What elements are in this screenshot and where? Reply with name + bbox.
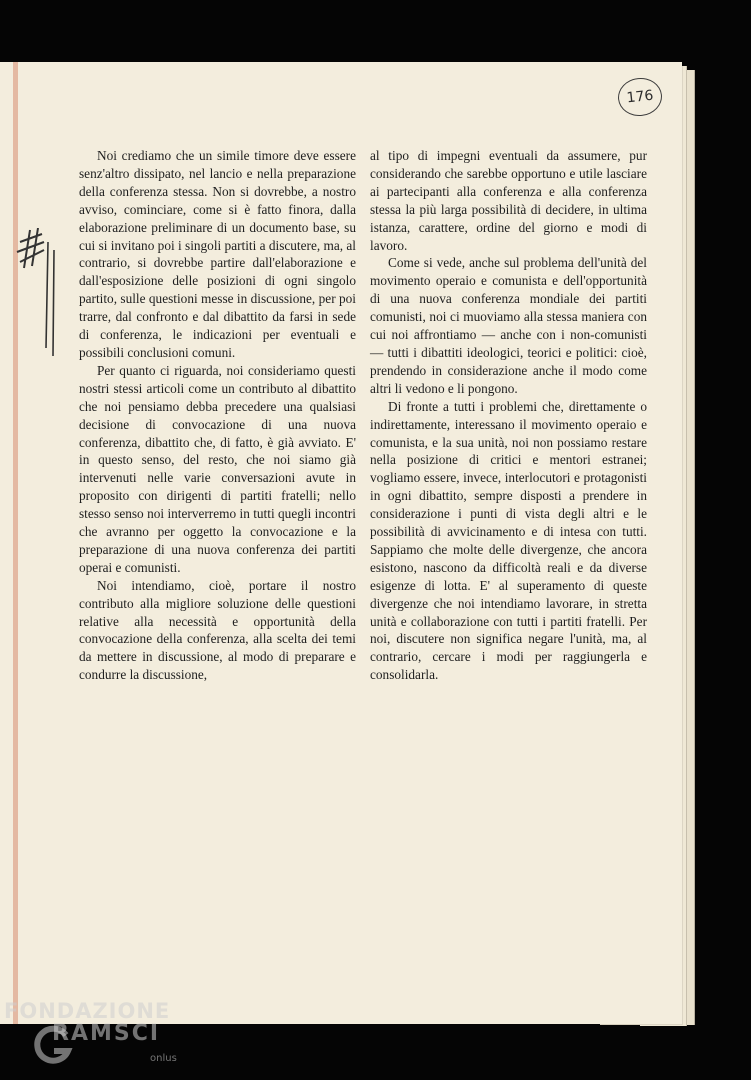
left-column xyxy=(79,147,356,684)
paragraph: Noi intendiamo, cioè, portare il nostro contributo alla migliore soluzione delle questioni relative alla necessità e opportunità della convocazione della conferenza, alla scelta dei temi da mettere in discussione, al modo di preparare e condurre la discussione, xyxy=(79,577,356,683)
margin-annotation-icon xyxy=(14,228,60,358)
paragraph: Noi crediamo che un simile timore deve essere senz'altro dissipato, nel lancio e nella preparazione della conferenza stessa. Non si dovrebbe, a nostro avviso, cominciare, come si è fatto finora, dalla elaborazione preliminare di un documento base, su cui si invitano poi i singoli partiti a discutere, ma, al contrario, si dovrebbe partire dall'elaborazione e dall'esposizione delle posizioni di ogni singolo partito, sulle questioni messe in discussione, per poi trarre, dal confronto e dal dibattito da farsi in sede di conferenza, le indicazioni per eventuali e possibili conclusioni comuni. xyxy=(79,148,356,360)
watermark-line2: RAMSCI xyxy=(52,1021,161,1046)
watermark-line1: FONDAZIONE xyxy=(4,999,171,1023)
right-column xyxy=(370,147,647,684)
paragraph: Come si vede, anche sul problema dell'unità del movimento operaio e comunista e dell'opportunità di una nuova conferenza mondiale dei partiti comunisti, noi ci muoviamo alla stessa maniera con cui noi affrontiamo — anche con i non-comunisti — tutti i dibattiti ideologici, teorici e politici: cioè, prendendo in considerazione anche il modo come altri li vedono e li pongono. xyxy=(370,255,647,396)
page-number: 176 xyxy=(625,87,655,107)
watermark-line3: onlus xyxy=(150,1053,177,1064)
paragraph: Per quanto ci riguarda, noi consideriamo questi nostri stessi articoli come un contributo al dibattito che noi pensiamo debba precedere una qualsiasi decisione di convocazione di una nuova conferenza, dibattito che, di fatto, è già avviato. E' in questo senso, del resto, che noi siamo già intervenuti nelle varie conversazioni avute in proposito con dirigenti di partiti fratelli; nello stesso senso noi interverremo in tutti quegli incontri che avranno per oggetto la convocazione e la preparazione di una nuova conferenza dei partiti operai e comunisti. xyxy=(79,362,356,575)
document-page xyxy=(0,62,682,1024)
paragraph: Di fronte a tutti i problemi che, direttamente o indirettamente, interessano il movimento operaio e comunista, e la sua unità, noi non possiamo restare nella posizione di critici e mentori estranei; vogliamo essere, invece, interlocutori e protagonisti in ogni dibattito, sempre disposti a prendere in considerazione i punti di vista degli altri e le possibilità di avvicinamento e di intesa con tutti. Sappiamo che molte delle divergenze, che ancora esistono, nascono da difficoltà reali e da diverse esigenze di lotta. E' al superamento di queste divergenze che noi intendiamo lavorare, in stretta unità e collaborazione con tutti i partiti fratelli. Per noi, discutere non significa negare l'unità, ma, al contrario, cercare i modi per raggiungerla e consolidarla. xyxy=(370,398,647,683)
watermark-logo xyxy=(0,995,210,1080)
paragraph: al tipo di impegni eventuali da assumere, pur considerando che sarebbe opportuno e utile lasciare ai partecipanti alla conferenza e alla conferenza stessa la più larga possibilità di decidere, in ultima istanza, carattere, ordine del giorno e modi di lavoro. xyxy=(370,148,647,253)
page-edge xyxy=(13,62,18,1024)
page-number-stamp xyxy=(616,76,664,118)
